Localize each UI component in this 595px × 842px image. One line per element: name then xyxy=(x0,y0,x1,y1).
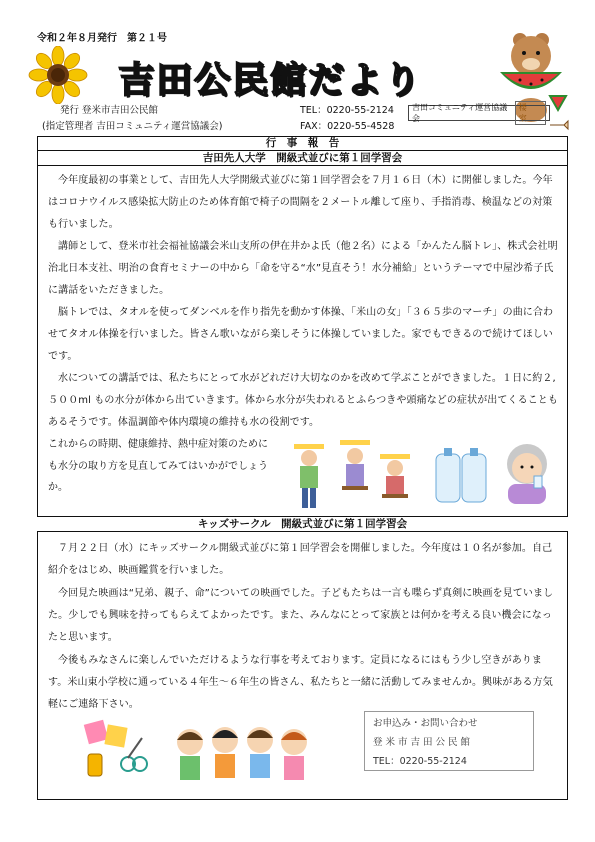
pointing-hand-icon xyxy=(548,118,572,132)
section2-paragraph-2: 今回見た映画は“兄弟、親子、命”についての映画でした。子どもたちは一言も喋らず真剣に映画を見ていました。少しでも興味を持ってもらえてよかったです。また、みんなにとって家族とは何かを考える良い機会になったと思います。 xyxy=(48,588,554,643)
inquiry-label: お申込み・お問い合わせ xyxy=(373,718,478,729)
children-group-illustration xyxy=(170,718,310,788)
elderly-woman-drinking-illustration xyxy=(496,440,558,506)
section2-paragraph-3: 今後もみなさんに楽しんでいただけるような行事を考えております。定員になるにはもう少し空きがあります。米山東小学校に通っている４年生～６年生の皆さん、私たちと一緒に活動してみませんか。興味がある方気軽にご連絡下さい。 xyxy=(48,655,553,710)
craft-supplies-illustration xyxy=(80,718,150,780)
issue-info: 令和２年８月発行 第２１号 xyxy=(37,33,167,44)
inquiry-org: 登米市吉田公民館 xyxy=(373,737,474,748)
association-sign: 楼 室 xyxy=(515,101,546,125)
section1-paragraph-4: 水についての講話では、私たちにとって水がどれだけ大切なのかを改めて学ぶことができました。１日に約２,５００ml もの水分が体から出ていきます。体から水分が失われるとふらつきや頭痛などの症状が出てくることもあるそうです。体温調節や体内環境の維持も水の役割です。 xyxy=(48,373,558,428)
section1-paragraph-3: 脳トレでは、タオルを使ってダンベルを作り指先を動かす体操、「米山の女」「３６５歩のマーチ」の曲に合わせてタオル体操を行いました。皆さん歌いながら楽しそうに体操していました。家でもできるので続けてほしいです。 xyxy=(48,307,554,362)
section1-paragraph-2: 講師として、登米市社会福祉協議会米山支所の伊在井かよ氏（他２名）による「かんたん脳トレ」、株式会社明治北日本支社、明治の食育セミナーの中から「命を守る“水”見直そう！水分補給」というテーマで中屋沙希子氏に講話をいただきました。 xyxy=(48,241,558,296)
association-name: 吉田コミュニティ運営協議会 xyxy=(412,103,508,123)
tel-line: TEL：0220-55-2124 xyxy=(300,105,394,116)
section1-paragraph-1: 今年度最初の事業として、吉田先人大学開級式並びに第１回学習会を７月１６日（木）に開催しました。今年はコロナウイルス感染拡大防止のため体育館で椅子の間隔を２メートル離して座り、手指消毒、検温などの対策も行いました。 xyxy=(48,175,553,230)
inquiry-tel: TEL：0220-55-2124 xyxy=(373,756,467,767)
water-bottles-illustration xyxy=(432,446,492,504)
report-heading: 行 事 報 告 xyxy=(37,136,568,151)
sunflower-icon xyxy=(28,46,88,104)
section2-paragraph-1: ７月２２日（水）にキッズサークル開級式並びに第１回学習会を開催しました。今年度は１０名が参加。自己紹介をはじめ、映画鑑賞を行いました。 xyxy=(48,543,553,576)
publisher-line: 発行 登米市吉田公民館 xyxy=(60,105,159,116)
exercise-people-illustration xyxy=(280,438,420,512)
section1-title: 吉田先人大学 開級式並びに第１回学習会 xyxy=(37,151,568,166)
fax-line: FAX：0220-55-4528 xyxy=(300,121,395,132)
inquiry-box xyxy=(364,711,534,771)
association-badge xyxy=(408,105,550,121)
newsletter-title: 吉田公民館だより xyxy=(118,60,423,101)
section1-closing: これからの時期、健康維持、熱中症対策のためにも水分の取り方を見直してみてはいかがでしょうか。 xyxy=(48,439,268,493)
manager-line: (指定管理者 吉田コミュニティ運営協議会) xyxy=(42,121,223,132)
section2-title: キッズサークル 開級式並びに第１回学習会 xyxy=(37,517,568,532)
